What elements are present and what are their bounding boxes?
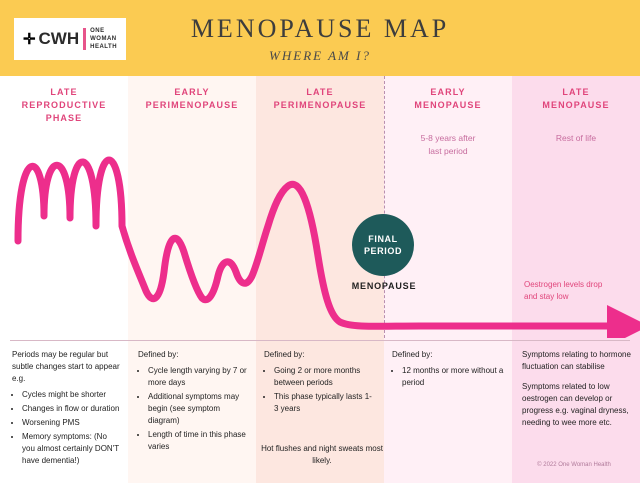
bottom-intro-3: Defined by: xyxy=(392,350,433,359)
copyright-text: © 2022 One Woman Health xyxy=(537,462,611,468)
column-heading-late-perimenopause: LATE PERIMENOPAUSE xyxy=(273,87,367,110)
column-subtext-late-menopause: Rest of life xyxy=(555,133,597,143)
bottom-column-late-reproductive xyxy=(12,349,122,469)
bottom-column-early-menopause xyxy=(392,349,504,391)
bottom-column-late-perimenopause xyxy=(264,349,376,417)
final-period-marker xyxy=(352,214,414,276)
bottom-bullets-0 xyxy=(12,389,122,467)
column-heading-early-menopause: EARLY MENOPAUSE xyxy=(414,87,482,110)
oestrogen-note: Oestrogen levels drop and stay low xyxy=(524,280,603,301)
bottom-bullets-3 xyxy=(392,365,504,389)
hot-flushes-note: Hot flushes and night sweats most likely. xyxy=(261,444,383,465)
bottom-para-4a: Symptoms relating to hormone fluctuation can stabilise xyxy=(522,350,631,371)
list-item: • Length of time in this phase varies xyxy=(148,429,250,453)
final-period-line1: FINAL xyxy=(368,234,398,244)
list-item: • Memory symptoms: (No you almost certainly DON'T have dementia!) xyxy=(22,431,122,467)
cross-icon: ✛ xyxy=(22,31,35,48)
list-item: • Worsening PMS xyxy=(22,417,122,429)
list-item: • 12 months or more without a period xyxy=(402,365,504,389)
column-heading-early-perimenopause: EARLY PERIMENOPAUSE xyxy=(145,87,239,110)
page-title: MENOPAUSE MAP xyxy=(190,14,450,43)
bottom-para-4b: Symptoms related to low oestrogen can develop or progress e.g. vaginal dryness, needing to wee more etc. xyxy=(522,382,629,427)
list-item: • Cycle length varying by 7 or more days xyxy=(148,365,250,389)
bottom-bullets-2 xyxy=(264,365,376,415)
column-heading-late-reproductive: LATE REPRODUCTIVE PHASE xyxy=(21,87,107,123)
logo-word-one: ONE xyxy=(90,28,105,34)
logo-initials: CWH xyxy=(38,29,80,48)
bottom-intro-1: Defined by: xyxy=(138,350,179,359)
list-item: • This phase typically lasts 1-3 years xyxy=(274,391,376,415)
menopause-caption: MENOPAUSE xyxy=(351,281,417,291)
final-period-line2: PERIOD xyxy=(363,246,403,256)
bottom-intro-0: Periods may be regular but subtle changes start to appear e.g. xyxy=(12,350,120,383)
list-item: • Cycles might be shorter xyxy=(22,389,122,401)
bottom-intro-2: Defined by: xyxy=(264,350,305,359)
logo-word-woman: WOMAN xyxy=(90,36,117,42)
page-subtitle: WHERE AM I? xyxy=(269,48,371,63)
section-divider xyxy=(10,340,630,341)
list-item: • Changes in flow or duration xyxy=(22,403,122,415)
list-item: • Additional symptoms may begin (see symptom diagram) xyxy=(148,391,250,427)
header-banner xyxy=(0,0,640,76)
bottom-column-early-perimenopause xyxy=(138,349,250,455)
bottom-bullets-1 xyxy=(138,365,250,453)
bottom-column-late-menopause xyxy=(522,349,634,437)
column-subtext-early-menopause: 5-8 years after last period xyxy=(420,133,476,156)
column-heading-late-menopause: LATE MENOPAUSE xyxy=(542,87,610,110)
list-item: • Going 2 or more months between periods xyxy=(274,365,376,389)
logo-word-health: HEALTH xyxy=(90,44,118,50)
